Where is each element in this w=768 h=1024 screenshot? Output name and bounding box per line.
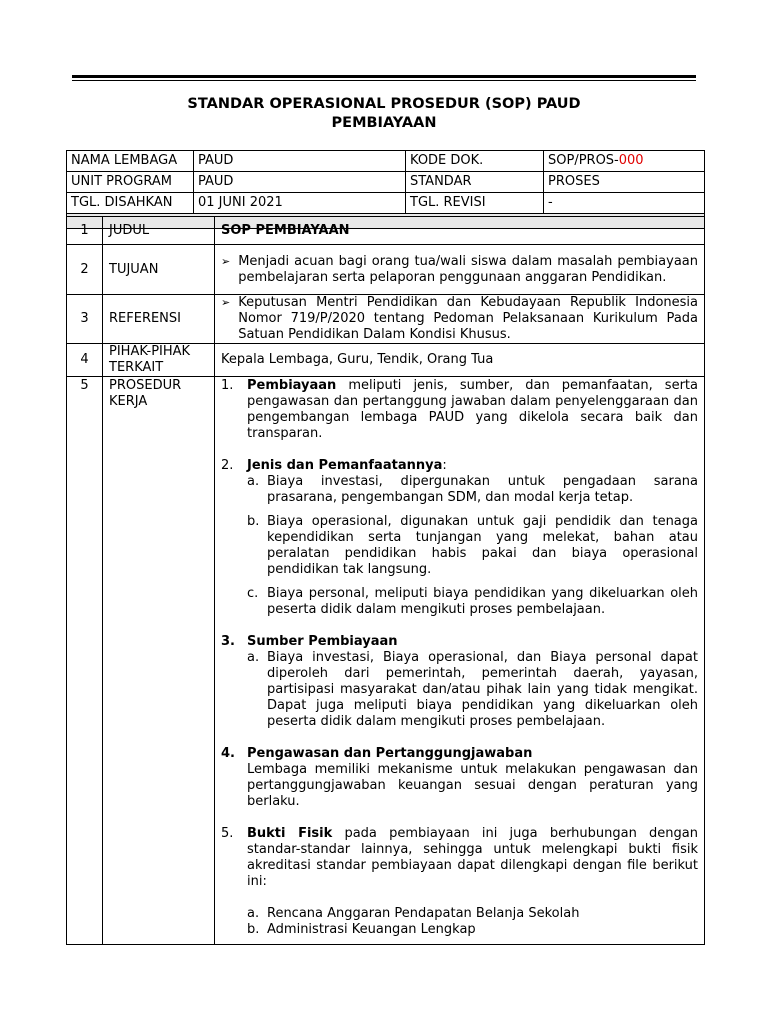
row-label-judul: JUDUL <box>103 217 215 245</box>
section-5 <box>221 826 698 890</box>
referensi-item <box>221 295 704 343</box>
section-1 <box>221 378 698 442</box>
row-number: 3 <box>67 295 103 344</box>
item-letter: a. <box>247 650 260 665</box>
title-line-2: PEMBIAYAAN <box>331 115 437 131</box>
section-2-item-c <box>247 586 698 618</box>
section-number: 2. <box>221 458 234 473</box>
item-text: Rencana Anggaran Pendapatan Belanja Sekolah <box>267 906 580 921</box>
section-5-item-b <box>247 922 698 938</box>
kode-dok-prefix: SOP/PROS- <box>548 153 619 168</box>
section-3 <box>221 634 698 650</box>
row-label-prosedur-kerja: PROSEDUR KERJA <box>103 377 215 945</box>
section-4 <box>221 746 698 762</box>
item-text: Biaya investasi, Biaya operasional, dan Biaya personal dapat diperoleh dari pemerintah, pemerintah daerah, yayasan, partisipasi masyarakat dan/atau pihak lain yang tidak mengikat. Dapat juga meliputi biaya pendidikan yang dikeluarkan oleh peserta didik dalam mengikuti proses pembelajaan. <box>267 650 698 729</box>
label-unit-program: UNIT PROGRAM <box>67 172 194 193</box>
title-line-1: STANDAR OPERASIONAL PROSEDUR (SOP) PAUD <box>187 96 581 112</box>
referensi-text: Keputusan Mentri Pendidikan dan Kebudayaan Republik Indonesia Nomor 719/P/2020 tentang Pedoman Pelaksanaan Kurikulum Pada Satuan Pendidikan Dalam Kondisi Khusus. <box>238 295 698 342</box>
section-4-heading: Pengawasan dan Pertanggungjawaban <box>247 746 533 761</box>
section-3-heading: Sumber Pembiayaan <box>247 634 398 649</box>
value-tgl-revisi: - <box>544 193 705 214</box>
value-nama-lembaga: PAUD <box>194 151 406 172</box>
tujuan-text: Menjadi acuan bagi orang tua/wali siswa dalam masalah pembiayaan pembelajaran serta pelaporan penggunaan anggaran Pendidikan. <box>238 253 698 285</box>
header-row-unit-program <box>67 172 705 193</box>
row-label-pihak-terkait: PIHAK-PIHAK TERKAIT <box>103 344 215 377</box>
label-tgl-disahkan: TGL. DISAHKAN <box>67 193 194 214</box>
section-number: 5. <box>221 826 234 841</box>
arrow-bullet-icon: ➢ <box>221 254 231 268</box>
row-label-referensi: REFERENSI <box>103 295 215 344</box>
header-row-tgl-disahkan <box>67 193 705 214</box>
value-standar: PROSES <box>544 172 705 193</box>
section-5-body <box>247 826 698 890</box>
value-kode-dok <box>544 151 705 172</box>
value-tgl-disahkan: 01 JUNI 2021 <box>194 193 406 214</box>
section-5-heading: Bukti Fisik <box>247 826 333 841</box>
row-referensi <box>67 295 705 344</box>
row-tujuan <box>67 245 705 295</box>
section-1-text: meliputi jenis, sumber, dan pemanfaatan, serta pengawasan dan pertanggung jawaban dalam penyelenggaraan dan pengembangan lembaga PAUD yang dikelola secara baik dan transparan. <box>247 378 698 441</box>
section-2-colon: : <box>442 458 447 473</box>
value-unit-program: PAUD <box>194 172 406 193</box>
row-number: 4 <box>67 344 103 377</box>
item-letter: c. <box>247 586 259 601</box>
row-pihak-terkait <box>67 344 705 377</box>
item-text: Administrasi Keuangan Lengkap <box>267 922 476 937</box>
section-2-item-b <box>247 514 698 578</box>
section-number: 1. <box>221 378 234 393</box>
section-5-text: pada pembiayaan ini juga berhubungan dengan standar-standar lainnya, sehingga untuk melengkapi bukti fisik akreditasi standar pembiayaan dapat dilengkapi dengan file berikut ini: <box>247 826 698 889</box>
section-3-item-a <box>247 650 698 730</box>
label-kode-dok: KODE DOK. <box>406 151 544 172</box>
kode-dok-number: 000 <box>618 153 644 168</box>
arrow-bullet-icon: ➢ <box>221 296 231 309</box>
header-row-nama-lembaga <box>67 151 705 172</box>
item-text: Biaya personal, meliputi biaya pendidikan yang dikeluarkan oleh peserta didik dalam mengikuti proses pembelajaan. <box>267 586 698 617</box>
row-number: 2 <box>67 245 103 295</box>
top-rule-thick <box>72 75 696 78</box>
item-text: Biaya investasi, dipergunakan untuk pengadaan sarana prasarana, pengembangan SDM, dan modal kerja tetap. <box>267 474 698 505</box>
section-number: 3. <box>221 634 235 649</box>
section-number: 4. <box>221 746 235 761</box>
item-letter: a. <box>247 474 260 489</box>
row-number: 1 <box>67 217 103 245</box>
section-4-text: Lembaga memiliki mekanisme untuk melakukan pengawasan dan pertanggungjawaban keuangan sesuai dengan peraturan yang berlaku. <box>247 762 698 809</box>
label-standar: STANDAR <box>406 172 544 193</box>
pihak-terkait-value: Kepala Lembaga, Guru, Tendik, Orang Tua <box>215 344 705 377</box>
item-text: Biaya operasional, digunakan untuk gaji pendidik dan tenaga kependidikan serta tunjangan yang melekat, bahan atau peralatan pendidikan habis pakai dan biaya operasional pendidikan tak langsung. <box>267 514 698 577</box>
section-2-heading: Jenis dan Pemanfaatannya <box>247 458 443 473</box>
section-2-heading-line <box>247 458 698 474</box>
item-letter: b. <box>247 514 260 529</box>
label-nama-lembaga: NAMA LEMBAGA <box>67 151 194 172</box>
section-1-heading: Pembiayaan <box>247 378 337 393</box>
judul-value: SOP PEMBIAYAAN <box>215 217 705 245</box>
row-judul <box>67 217 705 245</box>
main-table <box>66 216 705 945</box>
item-letter: a. <box>247 906 260 921</box>
referensi-cell <box>215 295 705 344</box>
section-5-item-a <box>247 906 698 922</box>
label-tgl-revisi: TGL. REVISI <box>406 193 544 214</box>
row-prosedur-kerja <box>67 377 705 945</box>
tujuan-cell <box>215 245 705 295</box>
tujuan-item <box>221 254 704 286</box>
row-number: 5 <box>67 377 103 945</box>
item-letter: b. <box>247 922 260 937</box>
row-label-tujuan: TUJUAN <box>103 245 215 295</box>
top-rule-thin <box>72 80 696 81</box>
document-title <box>66 95 702 133</box>
section-1-body <box>247 378 698 442</box>
prosedur-content <box>215 377 705 945</box>
section-2-item-a <box>247 474 698 506</box>
section-2 <box>221 458 698 474</box>
